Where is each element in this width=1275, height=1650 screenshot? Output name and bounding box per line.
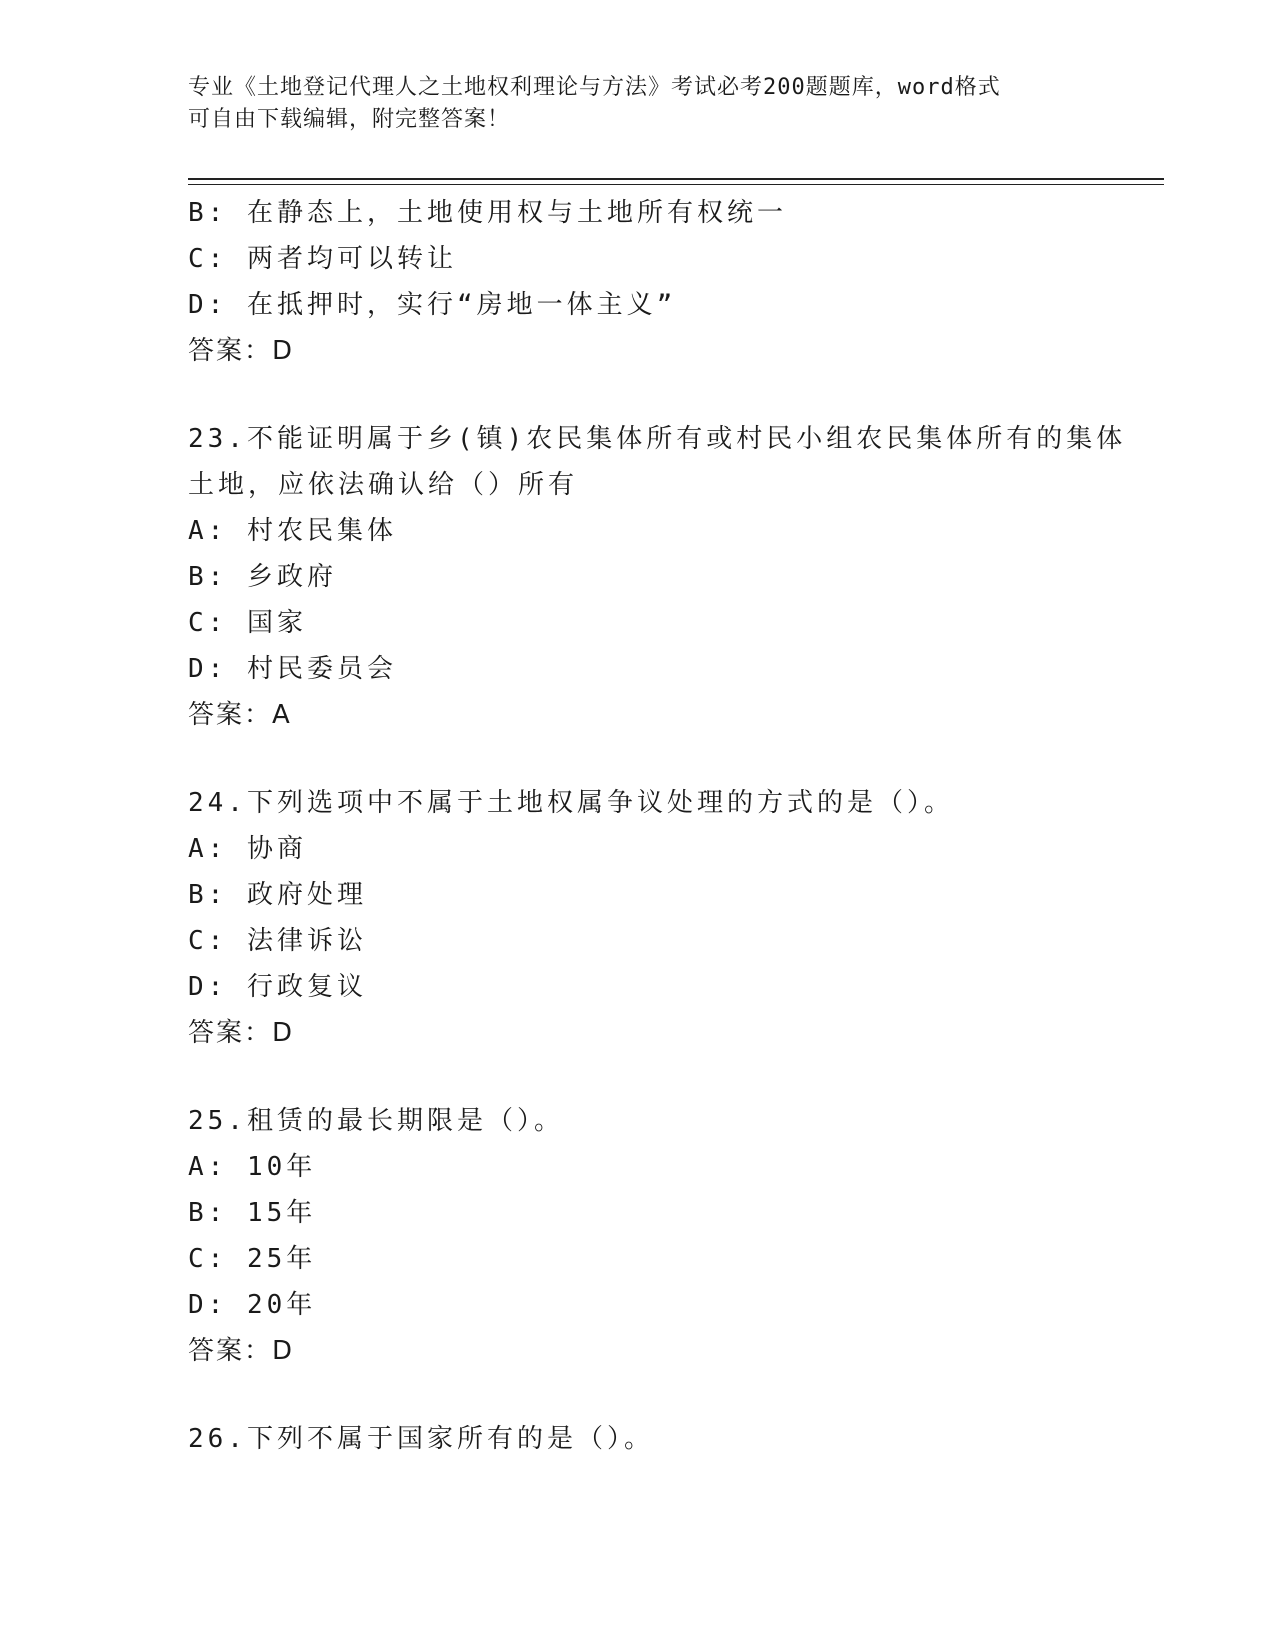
option-c: C: 法律诉讼 <box>188 926 367 956</box>
header-line-1: 专业《土地登记代理人之土地权利理论与方法》考试必考200题题库，word格式 <box>188 75 1001 100</box>
question-stem-cont: 土地，应依法确认给（）所有 <box>188 470 579 500</box>
option-b: B: 政府处理 <box>188 880 367 910</box>
option-c: C: 25年 <box>188 1244 317 1274</box>
option-b: B: 15年 <box>188 1198 317 1228</box>
question-stem: 26.下列不属于国家所有的是（）。 <box>188 1424 654 1454</box>
option-d: D: 村民委员会 <box>188 654 397 684</box>
question-25 <box>188 1098 1088 1374</box>
option-a: A: 10年 <box>188 1152 317 1182</box>
answer-line: 答案：D <box>188 1336 295 1366</box>
question-stem: 24.下列选项中不属于土地权属争议处理的方式的是（）。 <box>188 788 954 818</box>
option-d: D: 20年 <box>188 1290 317 1320</box>
question-stem: 25.租赁的最长期限是（）。 <box>188 1106 564 1136</box>
answer-line: 答案：D <box>188 1018 295 1048</box>
option-d: D: 在抵押时，实行“房地一体主义” <box>188 290 677 320</box>
header-divider-thin <box>188 184 1164 185</box>
document-header <box>188 72 1068 136</box>
option-b: B: 在静态上，土地使用权与土地所有权统一 <box>188 198 787 228</box>
option-a: A: 村农民集体 <box>188 516 397 546</box>
header-line-2: 可自由下载编辑，附完整答案！ <box>188 107 511 132</box>
option-c: C: 国家 <box>188 608 307 638</box>
answer-line: 答案：D <box>188 336 295 366</box>
question-stem: 23.不能证明属于乡(镇)农民集体所有或村民小组农民集体所有的集体 <box>188 424 1127 454</box>
prev-question-block <box>188 190 1088 374</box>
question-list <box>188 190 1127 1462</box>
option-d: D: 行政复议 <box>188 972 367 1002</box>
option-b: B: 乡政府 <box>188 562 337 592</box>
answer-line: 答案：A <box>188 700 292 730</box>
option-c: C: 两者均可以转让 <box>188 244 457 274</box>
question-24 <box>188 780 1088 1056</box>
header-divider-thick <box>188 178 1164 180</box>
option-a: A: 协商 <box>188 834 307 864</box>
question-23 <box>188 416 1127 738</box>
question-26 <box>188 1416 1088 1462</box>
